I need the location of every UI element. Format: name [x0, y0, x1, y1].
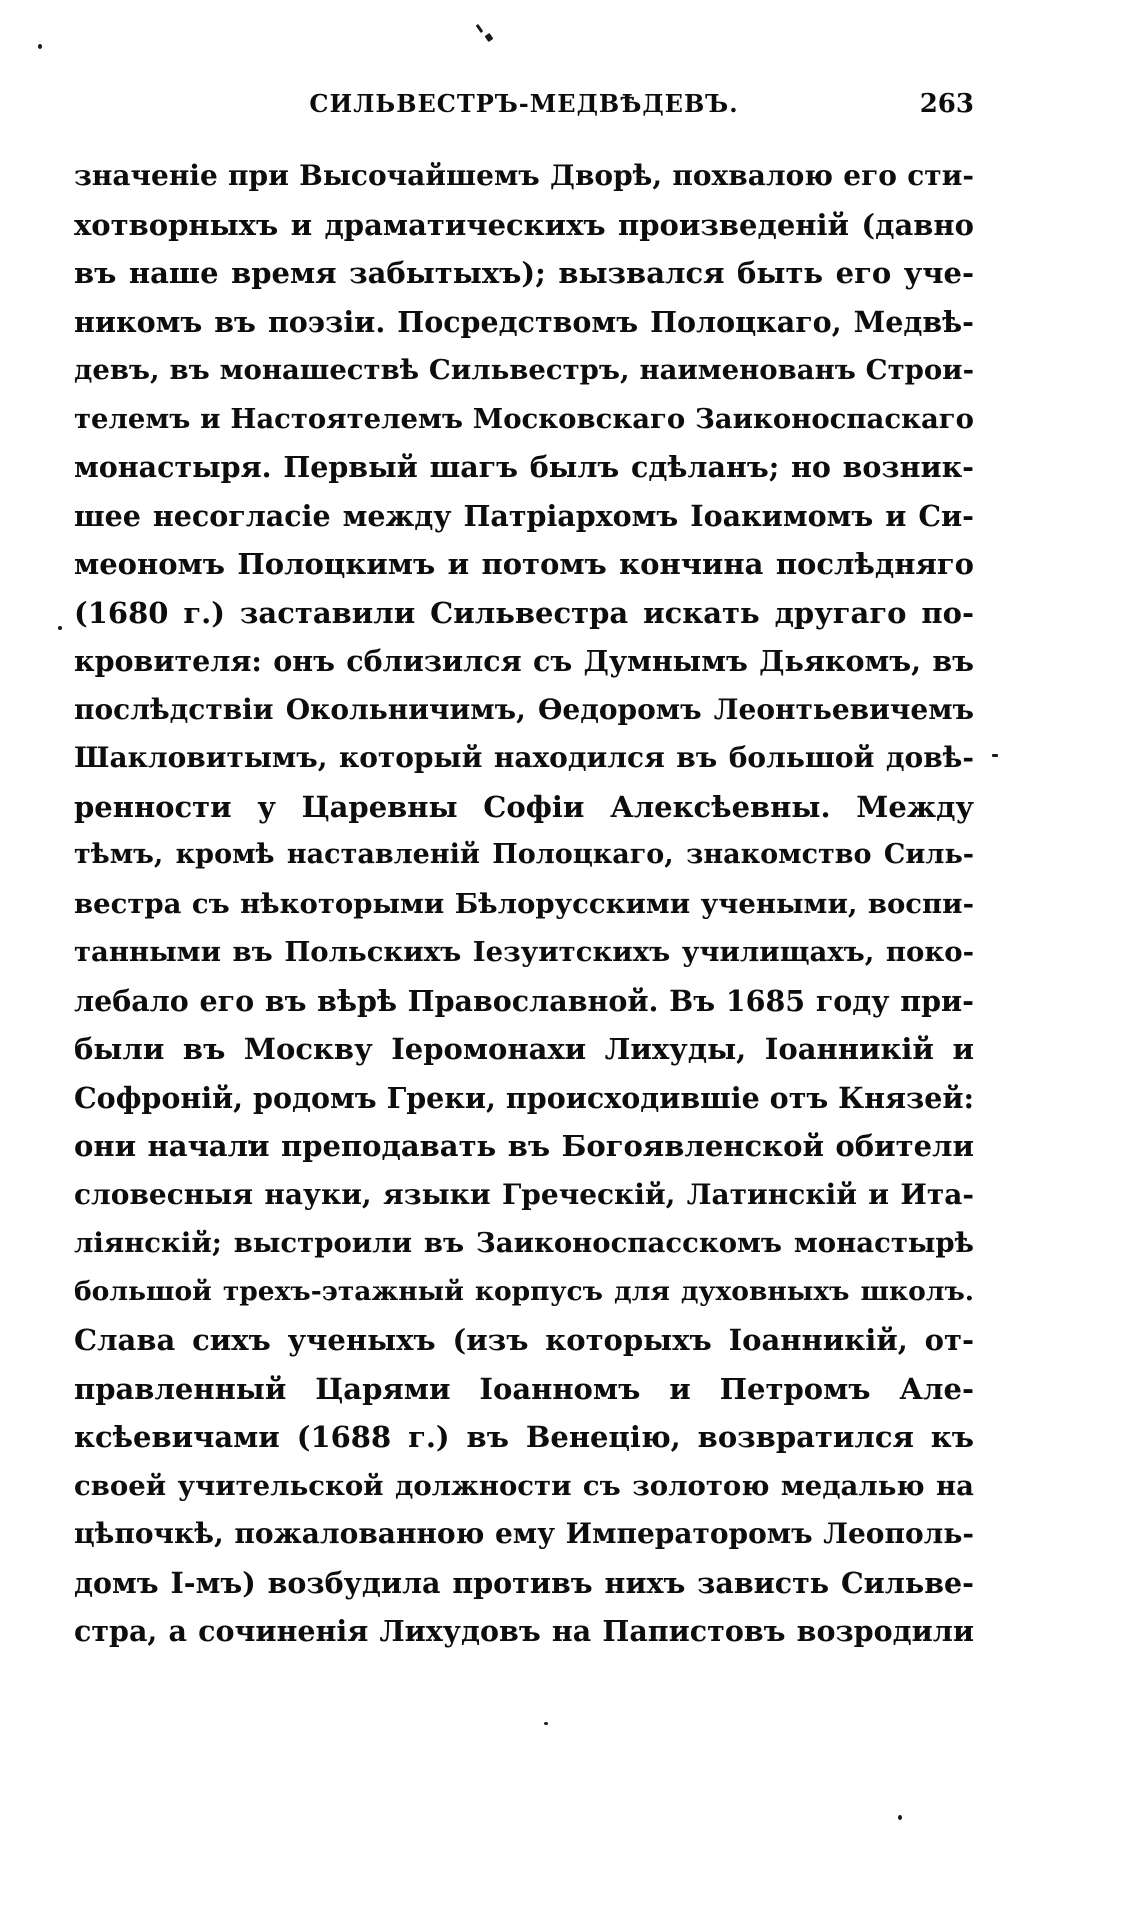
- text-line: Слава сихъ ученыхъ (изъ которыхъ Іоанникій, от-: [74, 1323, 974, 1357]
- print-speck: [38, 44, 42, 49]
- text-line: (1680 г.) заставили Сильвестра искать другаго по-: [74, 595, 974, 630]
- print-speck: [58, 626, 62, 630]
- running-head: СИЛЬВЕСТРЪ-МЕДВѢДЕВЪ.: [309, 89, 739, 118]
- text-line: значеніе при Высочайшемъ Дворѣ, похвалою его сти-: [74, 159, 974, 192]
- text-line: тѣмъ, кромѣ наставленій Полоцкаго, знакомство Силь-: [74, 839, 974, 870]
- text-line: были въ Москву Іеромонахи Лихуды, Іоанникій и: [74, 1032, 974, 1066]
- page-header: [74, 84, 974, 124]
- text-line: ксѣевичами (1688 г.) въ Венецію, возвратился къ: [74, 1420, 974, 1454]
- body-text: [74, 152, 974, 1656]
- text-line: большой трехъ-этажный корпусъ для духовныхъ школъ.: [74, 1275, 974, 1307]
- text-line: никомъ въ поэзіи. Посредствомъ Полоцкаго, Медвѣ-: [74, 304, 974, 339]
- text-line: монастыря. Первый шагъ былъ сдѣланъ; но возник-: [74, 450, 974, 484]
- text-line: хотворныхъ и драматическихъ произведеній (давно: [74, 207, 974, 242]
- text-line: телемъ и Настоятелемъ Московскаго Заиконоспаскаго: [74, 402, 974, 435]
- text-line: девъ, въ монашествѣ Сильвестръ, наименованъ Строи-: [74, 354, 974, 386]
- print-speck: [476, 24, 484, 33]
- text-line: правленный Царями Іоанномъ и Петромъ Але-: [74, 1371, 974, 1406]
- text-line: они начали преподавать въ Богоявленской обители: [74, 1129, 974, 1163]
- text-line: танными въ Польскихъ Іезуитскихъ училищахъ, поко-: [74, 936, 974, 968]
- text-line: цѣпочкѣ, пожалованною ему Императоромъ Леополь-: [74, 1517, 974, 1550]
- print-speck: [485, 33, 494, 42]
- text-line: лебало его въ вѣрѣ Православной. Въ 1685 году при-: [74, 983, 974, 1018]
- text-line: шее несогласіе между Патріархомъ Іоакимомъ и Си-: [74, 498, 974, 533]
- text-line: Шакловитымъ, который находился въ большой довѣ-: [74, 741, 974, 774]
- text-line: ренности у Царевны Софіи Алексѣевны. Между: [74, 789, 974, 824]
- print-speck: [898, 1815, 902, 1820]
- text-line: ліянскій; выстроили въ Заиконоспасскомъ монастырѣ: [74, 1227, 974, 1259]
- text-line: вестра съ нѣкоторыми Бѣлорусскими учеными, воспи-: [74, 887, 974, 920]
- text-line: словесныя науки, языки Греческій, Латинскій и Ита-: [74, 1177, 974, 1211]
- text-line: домъ І-мъ) возбудила противъ нихъ зависть Сильве-: [74, 1565, 974, 1600]
- text-line: кровителя: онъ сблизился съ Думнымъ Дьякомъ, въ: [74, 644, 974, 678]
- text-line: послѣдствіи Окольничимъ, Ѳедоромъ Леонтьевичемъ: [74, 692, 974, 726]
- text-line: Софроній, родомъ Греки, происходившіе отъ Князей:: [74, 1080, 974, 1115]
- text-line: стра, а сочиненія Лихудовъ на Папистовъ возродили: [74, 1614, 974, 1648]
- text-line: своей учительской должности съ золотою медалью на: [74, 1469, 974, 1502]
- print-speck: [992, 754, 998, 757]
- page-number: 263: [919, 89, 974, 119]
- print-speck: [544, 1722, 548, 1725]
- text-line: въ наше время забытыхъ); вызвался быть его уче-: [74, 256, 974, 290]
- text-line: меономъ Полоцкимъ и потомъ кончина послѣдняго: [74, 547, 974, 581]
